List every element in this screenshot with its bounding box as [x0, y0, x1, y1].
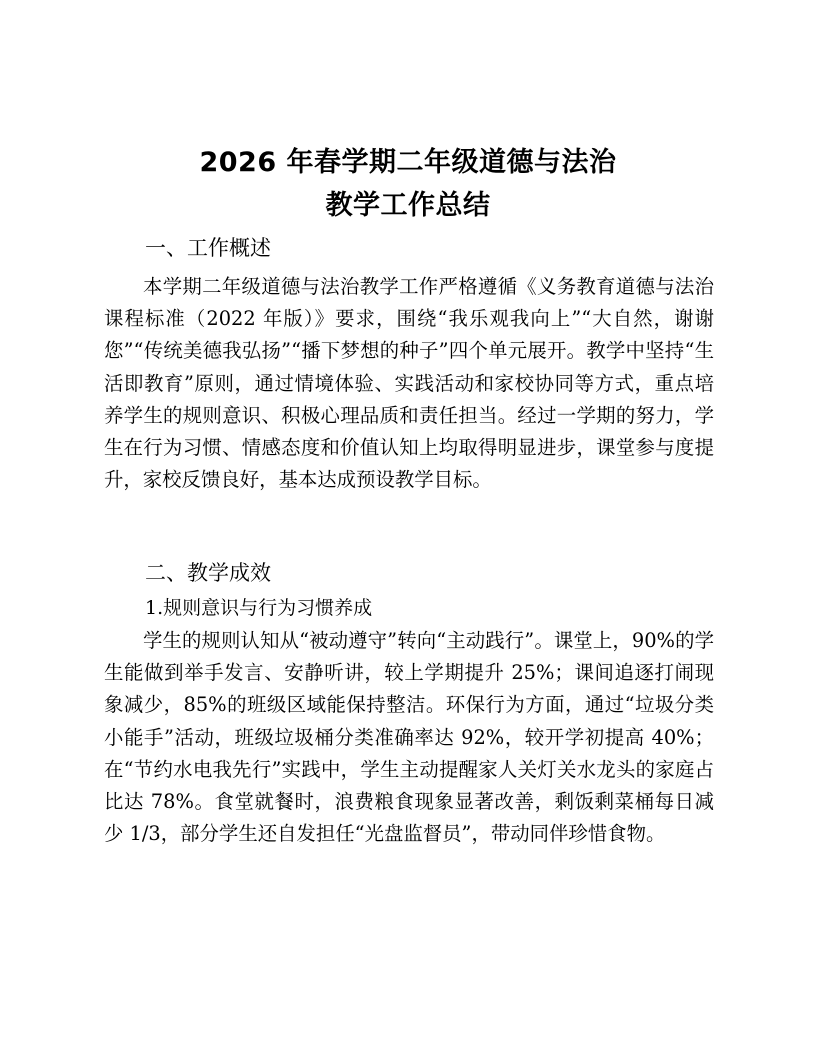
subsection-heading-rules-habits: 1.规则意识与行为习惯养成 [145, 597, 373, 619]
section-heading-results: 二、教学成效 [145, 561, 271, 585]
section-paragraph-overview: 本学期二年级道德与法治教学工作严格遵循《义务教育道德与法治课程标准（2022 年版）》要求，围绕“我乐观我向上”“大自然，谢谢您”“传统美德我弘扬”“播下梦想的种子”四个单元展开。教学中坚持“生活即教育”原则，通过情境体验、实践活动和家校协同等方式，重点培养学生的规则意识、积极心理品质和责任担当。经过一学期的努力，学生在行为习惯、情感态度和价值认知上均取得明显进步，课堂参与度提升，家校反馈良好，基本达成预设教学目标。 [104, 275, 714, 492]
section-heading-overview: 一、工作概述 [145, 236, 271, 260]
document-title-line-2: 教学工作总结 [325, 190, 491, 221]
document-title-line-1: 2026 年春学期二年级道德与法治 [199, 147, 617, 178]
section-paragraph-rules-habits: 学生的规则认知从“被动遵守”转向“主动践行”。课堂上，90%的学生能做到举手发言、安静听讲，较上学期提升 25%；课间追逐打闹现象减少，85%的班级区域能保持整洁。环保行为方面，通过“垃圾分类小能手”活动，班级垃圾桶分类准确率达 92%，较开学初提高 40%；在“节约水电我先行”实践中，学生主动提醒家人关灯关水龙头的家庭占比达 78%。食堂就餐时，浪费粮食现象显著改善，剩饭剩菜桶每日减少 1/3，部分学生还自发担任“光盘监督员”，带动同伴珍惜食物。 [104, 629, 714, 846]
